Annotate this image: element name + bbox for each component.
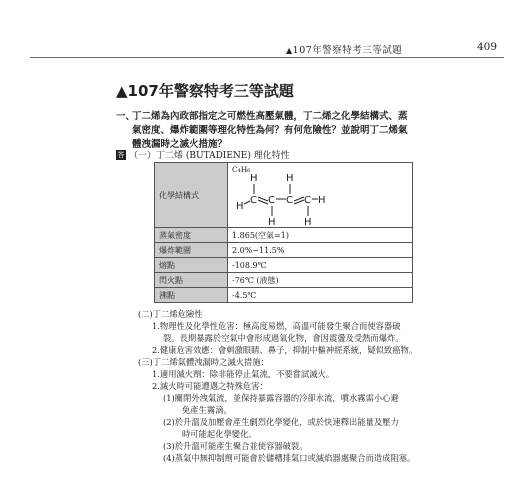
page-title-text: 107年警察特考三等試題 (127, 82, 294, 100)
property-value: -108.9℃ (228, 258, 413, 273)
svg-text:C: C (250, 195, 257, 206)
property-key: 蒸氣密度 (155, 228, 228, 243)
measure-line: 時可能起化學變化。 (182, 429, 257, 439)
page-number: 409 (477, 41, 498, 53)
table-row (155, 288, 413, 303)
property-key: 沸點 (155, 288, 228, 303)
property-value: -4.5℃ (228, 288, 413, 303)
svg-text:C: C (304, 195, 311, 206)
table-row (155, 243, 413, 258)
property-key: 熔點 (155, 258, 228, 273)
triangle-icon: ▲ (286, 46, 293, 55)
hazard-line: 裂。長期暴露於空氣中會形成過氧化物，會因震盪及受熱而爆炸。 (163, 333, 404, 343)
property-key: 閃火點 (155, 273, 228, 288)
svg-text:H: H (286, 173, 294, 184)
page-title (116, 80, 294, 101)
table-row (155, 228, 413, 243)
table-row (155, 163, 413, 228)
hazard-line: 1.物理性及化學性危害：極高度易燃，高溫可能發生聚合而使容器破 (152, 321, 401, 331)
properties-table (154, 162, 413, 303)
property-value: 1.865(空氣=1) (228, 228, 413, 243)
question-text: 丁二烯為內政部指定之可燃性高壓氣體，丁二烯之化學結構式、蒸氣密度、爆炸範圍等理化特性為何？有何危險性？並說明丁二烯氣體洩漏時之滅火措施？ (132, 111, 408, 150)
question-number: 一、 (116, 111, 136, 122)
molecular-formula: C₄H₆ (232, 165, 251, 174)
running-head (286, 42, 402, 56)
measure-line: 免產生霧滴。 (182, 405, 232, 415)
svg-text:C: C (268, 195, 275, 206)
answer-mark: 答 (117, 151, 125, 159)
section2-heading: (二)丁二烯危險性 (138, 309, 203, 319)
svg-text:H: H (318, 195, 326, 206)
svg-text:H: H (304, 217, 312, 227)
measure-line: (3)於升溫可能產生聚合並使容器破裂。 (163, 441, 308, 451)
measure-line: 1.適用滅火劑：除非能停止氣流，不要嘗試滅火。 (152, 369, 335, 379)
hazard-line: 2.健康危害效應：會刺激眼睛、鼻子，抑制中樞神經系統，疑似致癌物。 (152, 345, 418, 355)
structure-label: 化學結構式 (155, 163, 228, 228)
svg-text:H: H (250, 173, 258, 184)
header-rule (30, 57, 504, 58)
measure-line: (4)蒸氣中無抑制劑可能會於儲槽排氣口或滅焰器處聚合而造成阻塞。 (163, 453, 416, 463)
butadiene-structure-diagram (236, 171, 326, 227)
running-title: 107年警察特考三等試題 (292, 45, 403, 56)
property-value: 2.0%~11.5% (228, 243, 413, 258)
table-row (155, 258, 413, 273)
svg-text:H: H (268, 217, 276, 227)
section1-heading: （一）丁二烯 (BUTADIENE) 理化特性 (129, 151, 290, 161)
measure-line: (1)關閉外洩氣流，並保持暴露容器的冷卻水流，噴水霧需小心避 (163, 393, 399, 403)
property-key: 爆炸範圍 (155, 243, 228, 258)
structure-cell (228, 163, 413, 228)
table-row (155, 273, 413, 288)
property-value: -76℃ (液態) (228, 273, 413, 288)
triangle-icon: ▲ (116, 82, 128, 100)
section3-heading: (三)丁二烯氣體洩漏時之滅火措施： (138, 357, 269, 367)
measure-line: 2.滅火時可能遭遇之特殊危害： (152, 381, 268, 391)
measure-line: (2)於升溫及加壓會產生劇烈化學變化，或於快速釋出能量及壓力 (163, 417, 399, 427)
svg-text:H: H (236, 201, 244, 212)
svg-text:C: C (286, 195, 293, 206)
